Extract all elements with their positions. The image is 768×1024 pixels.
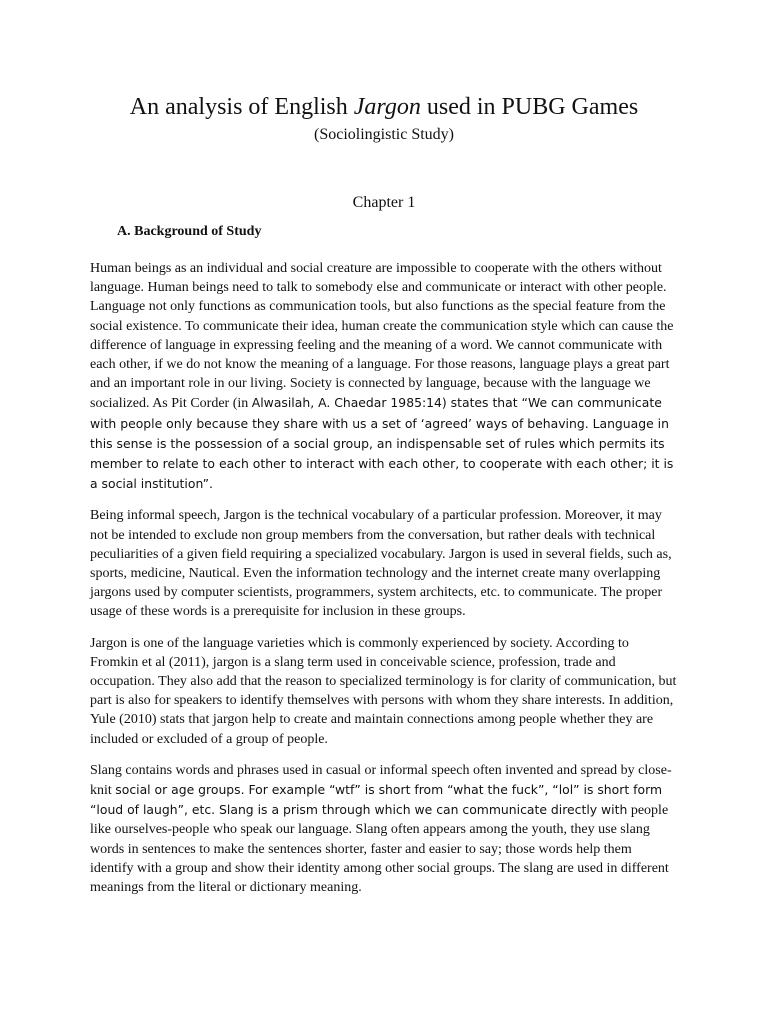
paragraph-4 [90,761,678,897]
section-heading: A. Background of Study [117,224,262,239]
paragraph-4-part-c: people like ourselves-people who speak our language. Slang often appears among the youth, they use slang words in sentences to make the sentences shorter, faster and easier to say; those words help them identify with a group and show their identity among other social groups. The slang are used in different meanings from the literal or dictionary meaning. [90,803,669,896]
paragraph-4-part-a: Slang contains words and phrases used in casual or informal speech often invented and spread by close-knit [90,762,672,799]
document-subtitle: (Sociolingistic Study) [314,126,454,143]
title-italic-word: Jargon [353,94,421,120]
paragraph-2: Being informal speech, Jargon is the technical vocabulary of a particular profession. Moreover, it may not be intended to exclude non group members from the conversation, but rather deals with technical peculiarities of a given field requiring a specialized vocabulary. Jargon is used in several fields, such as, sports, medicine, Nautical. Even the information technology and the internet create many overlapping jargons used by computer scientists, programmers, system architects, etc. to communicate. The proper usage of these words is a prerequisite for inclusion in these groups. [90,508,672,620]
paragraph-1 [90,259,678,494]
paragraph-3: Jargon is one of the language varieties which is commonly experienced by society. According to Fromkin et al (2011), jargon is a slang term used in conceivable science, profession, trade and occupation. They also add that the reason to specialized terminology is for clarity of communication, but part is also for speakers to identify themselves with persons with whom they share interests. In addition, Yule (2010) stats that jargon help to create and maintain connections among people whether they are included or excluded of a group of people. [90,635,677,747]
body-text [90,259,678,909]
chapter-heading: Chapter 1 [352,194,416,211]
paragraph-1-part-a: Human beings as an individual and social creature are impossible to cooperate with the others without language. Human beings need to talk to somebody else and communicate or interact with other people. Language not only functions as communication tools, but also functions as the special feature from the social existence. To communicate their idea, human create the communication style which can cause the difference of language in expressing feeling and the meaning of a word. We cannot communicate with each other, if we do not know the meaning of a language. For those reasons, language plays a great part and an important role in our living. Society is connected by language, because with the language we socialized. As Pit Corder (in [90,261,674,412]
title-text-end: used in PUBG Games [420,94,639,120]
title-text-start: An analysis of English [129,94,354,120]
paragraph-1-quote: Alwasilah, A. Chaedar 1985:14) states that “We can communicate with people only because they share with us a set of ‘agreed’ ways of behaving. Language in this sense is the possession of a social group, an indispensable set of rules which permits its member to relate to each other to interact with each other, to cooperate with each other; it is a social institution”. [90,395,674,492]
paragraph-4-part-b: social or age groups. For example “wtf” is short from “what the fuck”, “lol” is short form “loud of laugh”, etc. Slang is a prism through which we can communicate directly with [90,782,663,818]
document-title [0,92,768,122]
